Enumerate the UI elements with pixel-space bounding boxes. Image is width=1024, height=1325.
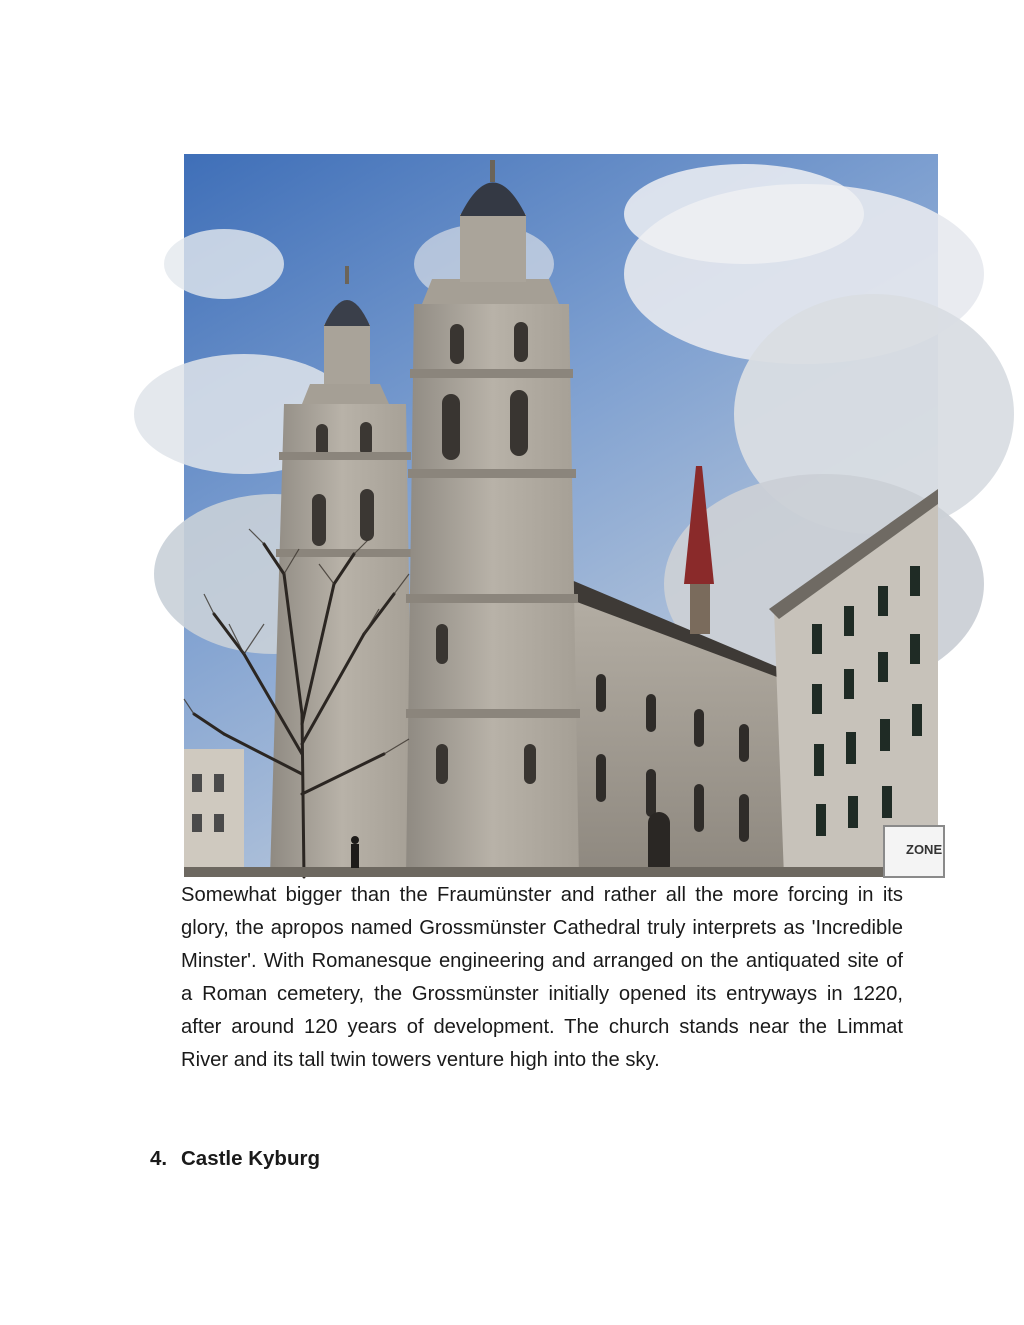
section-number: 4. [150,1147,168,1170]
section-heading [150,1144,320,1174]
article-paragraph: Somewhat bigger than the Fraumünster and rather all the more forcing in its glory, the apropos named Grossmünster Cathedral truly interprets as 'Incredible Minster'. With Romanesque engineering and arranged on the antiquated site of a Roman cemetery, the Grossmünster initially opened its entryways in 1220, after around 120 years of development. The church stands near the Limmat River and its tall twin towers venture high into the sky. [181,884,903,1071]
section-title: Castle Kyburg [181,1147,320,1170]
grossmunster-photo [184,154,943,877]
zone-sign-text: ZONE [906,842,943,857]
